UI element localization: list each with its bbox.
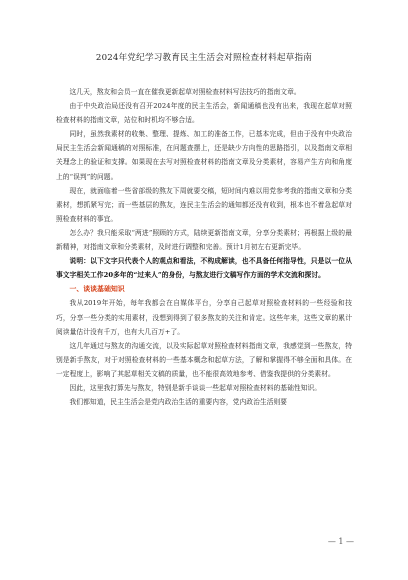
body-paragraph: 现在，就面临着一些省部级的熬友下周就要交稿，短时间内难以用党参考我的指南文章和分类素材，想抓紧写完；而一些基层的熬友，连民主生活会的通知都还没有收到，根本也不着急起草对照检查材料的事宜。 bbox=[56, 186, 352, 223]
body-paragraph: 这几年通过与熬友的沟通交流，以及实际起草对照检查材料指南文章，我感觉到一些熬友，特别是新手熬友，对于对照检查材料的一些基本概念和起草方法，了解和掌握得不够全面和具体。在一定程度上，影响了其起草相关文稿的质量，也不能很高效地参考、借鉴我提供的分类素材。 bbox=[56, 341, 352, 378]
body-paragraph: 同时，虽然我素材的收集、整理、提炼、加工的准备工作，已基本完成，但由于没有中央政治局民主生活会新闻通稿的对照标准，在问题查摆上，还是缺少方向性的思路指引，以及指南文章相关理念上的验证和支撑。如果现在去写对照检查材料的指南文章及分类素材，容易产生方向和角度上的“误判”的问题。 bbox=[56, 130, 352, 181]
document-body bbox=[56, 85, 352, 409]
body-paragraph: 怎么办？我只能采取“两进”照顾的方式，陆续更新指南文章，分享分类素材；再根据上级的最新精神，对指南文章和分类素材，及时进行调整和完善。预计1月初左右更新完毕。 bbox=[56, 228, 352, 252]
body-paragraph: 我从2019年开始，每年我都会在自媒体平台，分享自己起草对照检查材料的一些经验和技巧，分享一些分类的实用素材，没想到得到了很多熬友的关注和肯定。这些年来，这些文章的累计阅读量估计没有千万，也有大几百万+了。 bbox=[56, 299, 352, 336]
document-title: 2024年党纪学习教育民主生活会对照检查材料起草指南 bbox=[95, 53, 313, 63]
page-number: — 1 — bbox=[327, 537, 354, 546]
disclaimer-paragraph: 说明：以下文字只代表个人的观点和看法，不构成解读，也不具备任何指导性，只是以一位从事文字相关工作20多年的“过来人”的身份，与熬友进行文稿写作方面的学术交流和探讨。 bbox=[56, 257, 352, 280]
body-paragraph: 这几天，熬友和会员一直在催我更新起草对照检查材料写法技巧的指南文章。 bbox=[69, 88, 301, 96]
body-paragraph: 由于中央政治局还没有召开2024年度的民主生活会，新闻通稿也没有出来，我现在起草对照检查材料的指南文章，站位和时机均不够合适。 bbox=[56, 102, 352, 125]
body-paragraph: 因此，这里我打算先与熬友，特别是新手谈谈一些起草对照检查材料的基础性知识。 bbox=[69, 383, 322, 392]
body-paragraph: 我们都知道，民主生活会是党内政治生活的重要内容，党内政治生活则要 bbox=[69, 398, 288, 407]
section-heading: 一、谈谈基础知识 bbox=[69, 285, 125, 294]
